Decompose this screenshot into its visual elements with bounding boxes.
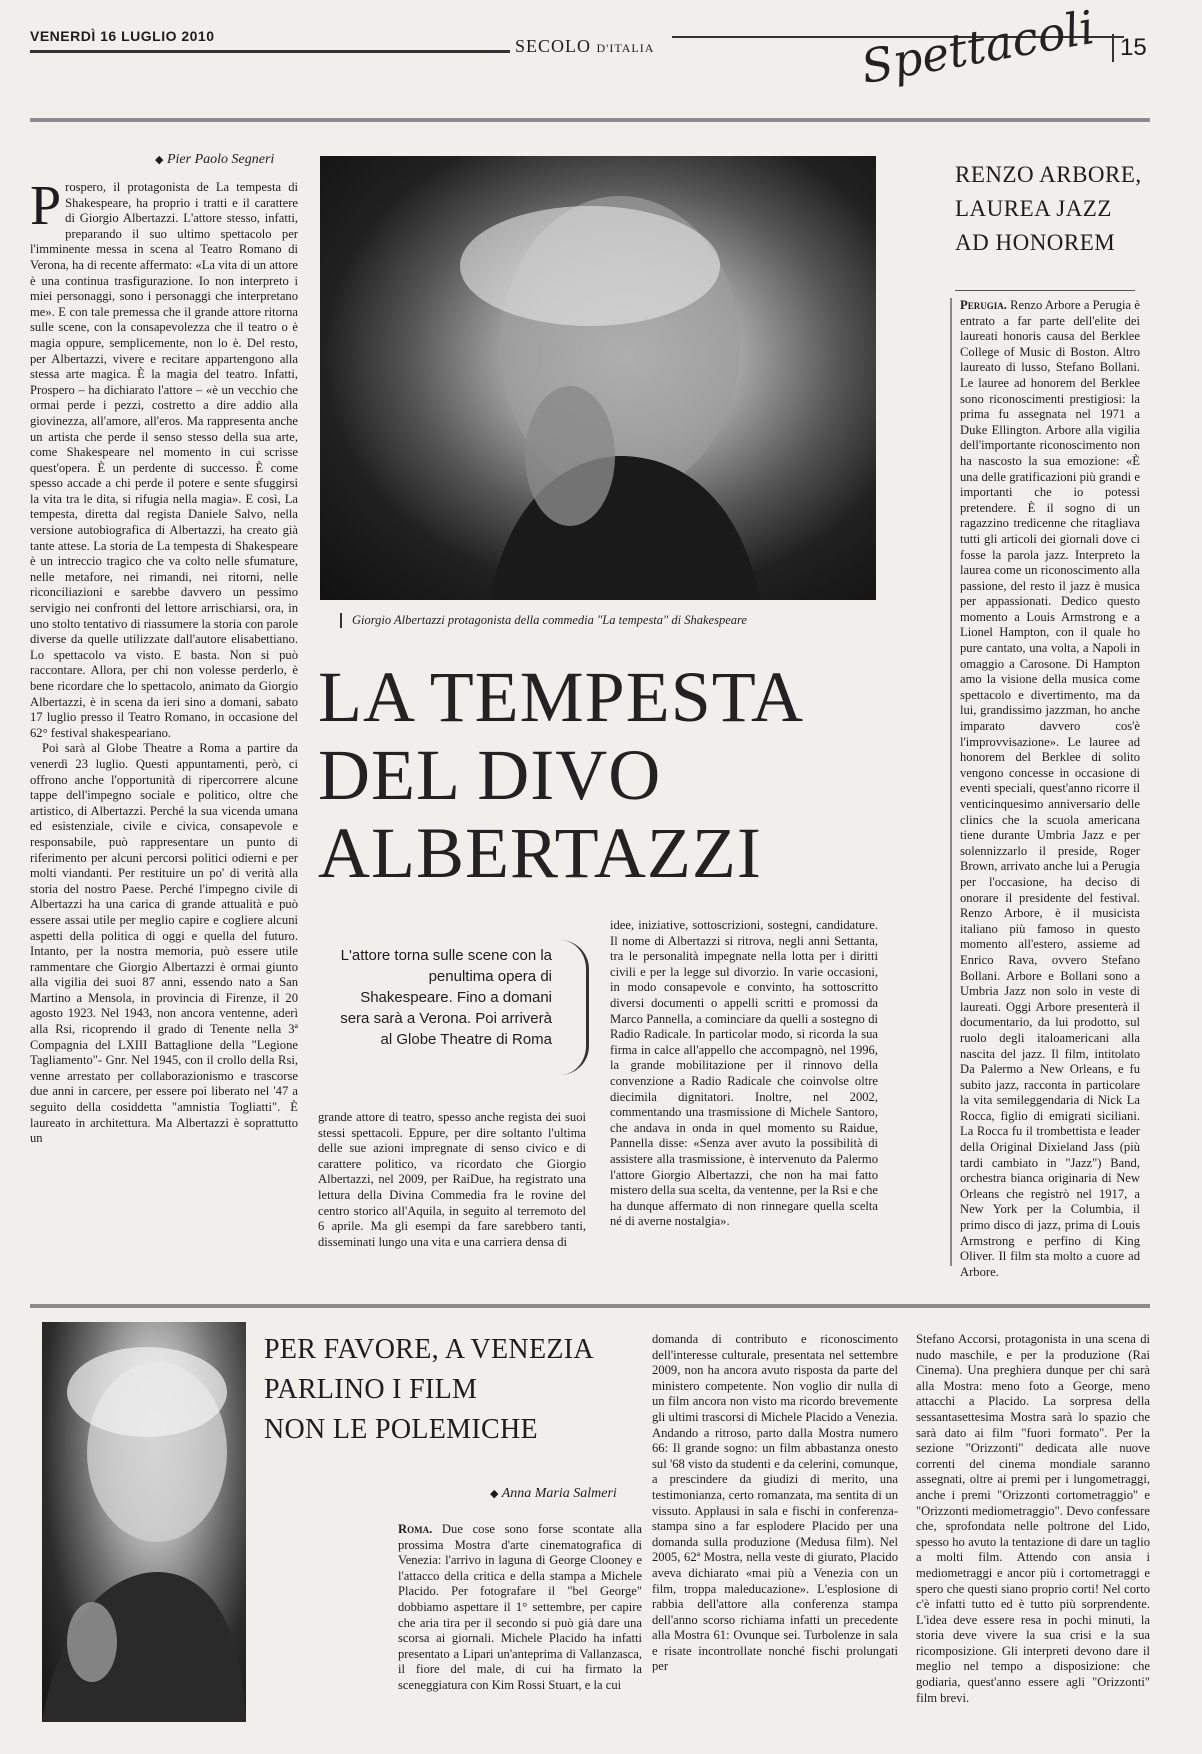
section-title: Spettacoli — [857, 0, 1099, 95]
header-divider — [30, 118, 1150, 122]
side-article-box — [950, 298, 1148, 1279]
bottom-byline-name: Anna Maria Salmeri — [501, 1486, 617, 1501]
bottom-headline — [264, 1330, 594, 1450]
bottom-headline-line-3: NON LE POLEMICHE — [264, 1414, 538, 1445]
main-article-column-2: grande attore di teatro, spesso anche regista dei suoi stessi spettacoli. Eppure, per dire soltanto l'ultima delle sue azioni impregnate di senso civico e di carattere politico, va ricordato che Giorgio Albertazzi, nel 2009, per RaiDue, ha registrato una lettura della Divina Commedia fra le rovine del centro storico all'Aquila, in seguito al terremoto del 6 aprile. Ma gli esempi da fare sarebbero tanti, disseminati lungo una vita e una carriera densa di — [318, 1110, 586, 1249]
side-dateline: Perugia. — [960, 298, 1007, 312]
placido-photo — [42, 1322, 246, 1722]
photo-caption: Giorgio Albertazzi protagonista della commedia "La tempesta" di Shakespeare — [340, 613, 747, 628]
bottom-article-column-3: Stefano Accorsi, protagonista in una scena di nudo maschile, e per la produzione (Rai Cinema). Una preghiera dunque per chi sarà alla Mostra: meno foto a George, meno attacchi a Placido. La sorpresa della sessantasettesima Mostra sarà lo spazio che sarà dato ai film "fuori formato". Per la sezione "Orizzonti" dedicata alle nuove correnti del cinema mondiale saranno assegnati, oltre ai premi per i lungometraggi, anche i premi "Orizzonti cortometraggio" e "Orizzonti mediometraggio". Devo confessare che, sprofondata nelle poltrone del Lido, spesso ho avuto la tentazione di dare un taglio a molti film. Attendo con ansia i mediometraggi e ancor più i cortometraggi e spero che questi siano proprio corti! Nel corto c'è infatti tutto ed è tutto più sorprendente. L'idea deve essere resa in pochi minuti, la storia deve vivere la sua crisi e la sua ricomposizione. Gli interpreti devono dare il meglio nel tempo a disposizione: che godiaria, quest'anno essere agli "Orizzonti" film brevi. — [916, 1332, 1150, 1705]
main-byline-name: Pier Paolo Segneri — [166, 152, 275, 167]
main-article-column-1 — [30, 175, 298, 1270]
headline-line-2: DEL DIVO — [318, 735, 662, 815]
bottom-col1-text: Due cose sono forse scontate alla prossima Mostra d'arte cinematografica di Venezia: l'arrivo in laguna di George Clooney e l'attacco della critica e della stampa a Michele Placido. Per fotografare il "bel George" dobbiamo aspettare il 1° settembre, per capire che aria tira per il secondo si può già dare una scorsa ai giornali. Michele Placido ha infatti presentato a Lipari un'anteprima di Vallanzasca, il fiore del male, di cui ha firmato la sceneggiatura con Kim Rossi Stuart, e la cui — [398, 1522, 642, 1692]
bottom-article-column-2: domanda di contributo e riconoscimento dell'interesse culturale, presentata nel settembre 2009, non ha ancora avuto risposta da parte del ministero competente. Non voglio dir nulla di un film ancora non visto ma ricordo brevemente gli ultimi trascorsi di Michele Placido a Venezia. Andando a ritroso, parto dalla Mostra numero 66: Il grande sogno: un film abbastanza onesto sul '68 visto da studenti e da celerini, comunque, a prescindere da giudizi di merito, una testimonianza, certo romanzata, ma sentita di un vissuto. Applausi in sala e fischi in conferenza-stampa sino a far esplodere Placido per una domanda sulla produzione (Medusa film). Nel 2005, 62ª Mostra, nella veste di giurato, Placido aveva dichiarato «mai più a Venezia con un film, troppa maleducazione». L'esplosione di rabbia dell'attore alla conferenza stampa dell'anno scorso richiama infatti un precedente alla Mostra 61: Ovunque sei. Turbolenze in sala e risate incontrollate nonché fischi prolungati per — [652, 1332, 898, 1674]
newspaper-name — [515, 36, 654, 57]
side-article-text — [960, 298, 1141, 1279]
newspaper-title: SECOLO — [515, 36, 592, 56]
portrait-illustration-2 — [42, 1322, 246, 1722]
bottom-byline — [490, 1486, 617, 1502]
issue-date: VENERDÌ 16 LUGLIO 2010 — [30, 28, 215, 44]
headline-line-3: ALBERTAZZI — [318, 813, 762, 893]
main-paragraph-2: Poi sarà al Globe Theatre a Roma a partire da venerdì 23 luglio. Questi appuntamenti, però, ci offrono anche l'opportunità di ripercorrere alcune tappe dell'impegno sociale e politico, oltre che artistico, di Albertazzi. Perché la sua vicenda umana ed esistenziale, civile e civica, consapevole e responsabile, può rappresentare un punto di riferimento per alcuni percorsi politici odierni e per molti viandanti. Per restituire un po' di verità alla storia del nostro Paese. Perché l'impegno civile di Albertazzi ha una carica di grande attualità e può essere assai utile per meglio capire e cogliere alcuni aspetti della politica di oggi e quella del futuro. Intanto, per la nostra memoria, può essere utile rammentare che Giorgio Albertazzi è ormai giunto alla vigilia dei suoi 87 anni, essendo nato a San Martino a Mensola, in provincia di Firenze, il 20 agosto 1923. Nel 1943, non ancora ventenne, aderì alla Rsi, ricoprendo il grado di Tenente nella 3ª Compagnia del LXIII Battaglione della "Legione Tagliamento"- Gnr. Nel 1945, con il crollo della Rsi, venne arrestato per collaborazionismo e trascorse due anni in carcere, per essere poi liberato nel '47 a seguito della cosiddetta "amnistia Togliatti". È laureato in architettura. Ma Albertazzi è soprattutto un — [30, 741, 298, 1146]
side-headline-line-2: LAUREA JAZZ — [955, 196, 1112, 221]
main-paragraph-1: rospero, il protagonista de La tempesta di Shakespeare, ha proprio i tratti e il carattere di Giorgio Albertazzi. L'attore stesso, infatti, preparando il suo ultimo spettacolo per l'imminente messa in scena al Teatro Romano di Verona, ha di recente affermato: «La vita di un attore è una continua trasfigurazione. Io non interpreto i miei personaggi, sono i personaggi che interpretano me». E con tale premessa che il grande attore ritorna sulle scene, con la consapevolezza che il teatro o è magia oppure, semplicemente, non lo è. Del resto, per Albertazzi, vivere e recitare appartengono alla stessa arte magica. È la magia del teatro. Infatti, Prospero – ha dichiarato l'attore – «è un vecchio che ormai perde i pezzi, costretto a dire addio alla giovinezza, all'amore, all'eros. Ma rappresenta anche un artista che perde il senso stesso della sua arte, come Shakespeare nel momento in cui scrisse quest'opera. È un perdente di successo. È come spesso accade a chi perde il potere e sente sfuggirsi la vita tra le dita, si rifugia nella magia». E così, La tempesta, diretta dal regista Daniele Salvo, nella versione autobiografica di Albertazzi, ha creato già tante attese. La storia de La tempesta di Shakespeare è un intreccio tragico che va colto nelle sfumature, nelle metafore, nei rimandi, nei ritorni, nelle riconciliazioni e sarebbe davvero un pessimo servigio nei confronti del lettore arrischiarsi, ora, in uno stolto tentativo di riassumere la storia con parole diverse da quelle utilizzate dall'autore elisabettiano. Lo spettacolo va visto. E basta. Non si può raccontare. Allora, per chi non volesse perderlo, è bene ricordare che lo spettacolo, animato da Giorgio Albertazzi, è in scena da ieri sino a domani, sabato 17 luglio presso il Teatro Romano, in occasione del 62° festival shakespeariano. — [30, 180, 298, 740]
page-number: 15 — [1112, 34, 1147, 62]
main-headline — [318, 658, 804, 892]
bottom-dateline: Roma. — [398, 1522, 433, 1536]
bottom-headline-line-1: PER FAVORE, A VENEZIA — [264, 1334, 594, 1365]
diamond-icon: ◆ — [155, 154, 164, 166]
main-article-column-3: idee, iniziative, sottoscrizioni, sostegni, candidature. Il nome di Albertazzi si ritrova, negli anni Settanta, tra le personalità impegnate nella lotta per i diritti civili e per la legge sul divorzio. In varie occasioni, in modo consapevole e convinto, ha sottoscritto diversi documenti o appelli scritti e promossi da Marco Pannella, a cominciare da quelli a sostegno di Radio Radicale. In particolar modo, si ricorda la sua firma in calce all'appello che accompagnò, nel 1996, la grande mobilitazione per il rinnovo della convenzione a Radio Radicale che coinvolse oltre diecimila dignitatori. Inoltre, nel 2002, commentando una trasmissione di Michele Santoro, che andava in onda in quel momento su Raidue, Pannella disse: «Senza aver avuto la possibilità di assistere alla trasmissione, è intervenuto da Palermo l'attore Giorgio Albertazzi, che non ha mai fatto mistero della sua scelta, da ventenne, per la Rsi e che ha dunque affermato di non rinnegare quella scelta né di averne nostalgia». — [610, 918, 878, 1229]
article-deck: L'attore torna sulle scene con la penultima opera di Shakespeare. Fino a domani sera sarà a Verona. Poi arriverà al Globe Theatre di Roma — [340, 947, 552, 1048]
side-headline — [955, 158, 1142, 260]
bottom-article-column-1 — [398, 1522, 642, 1732]
side-headline-line-1: RENZO ARBORE, — [955, 162, 1142, 187]
diamond-icon: ◆ — [490, 1488, 499, 1500]
albertazzi-photo — [320, 156, 876, 600]
main-byline — [155, 152, 274, 168]
bottom-divider — [30, 1304, 1150, 1308]
headline-line-1: LA TEMPESTA — [318, 657, 804, 737]
side-article-body: Renzo Arbore a Perugia è entrato a far parte dell'elite dei laureati honoris causa del Berklee College of Music di Boston. Altro laureato di lusso, Stefano Bollani. Le lauree ad honorem del Berklee sono riconoscimenti prestigiosi: la prima fu assegnata nel 1971 a Duke Ellington. Arbore alla vigilia dell'importante riconoscimento non ha nascosto la sua emozione: «È una delle gratificazioni più grandi e importanti che io potessi pretendere. È il sogno di un ragazzino tredicenne che ritagliava tutti gli articoli dei giornali dove ci fosse la parola jazz. Interpreto la laurea come un riconoscimento alla passione, del resto il jazz è musica per appassionati. Dedico questo momento a Louis Armstrong e a Lionel Hampton, con il quale ho pure cantato, una volta, a Napoli in omaggio a Carosone. Di Hampton amo la visione della musica come spettacolo e divertimento, ma da lui, grandissimo jazzman, ho anche imparato davvero cos'è l'improvvisazione». Le lauree ad honorem del Berklee di solito vengono concesse in occasione di eventi speciali, quest'anno ricorre il venticinquesimo anniversario delle clinics che la scuola americana tiene durante Umbria Jazz e per solennizzarlo il preside, Roger Brown, arrivato anche lui a Perugia per l'occasione, ha deciso di onorare il presidente del festival. Renzo Arbore, è il musicista italiano più famoso in questo momento all'estero, assieme ad Enrico Rava, ovvero Stefano Bollani. Arbore e Bollani sono a Umbria Jazz non solo in veste di laureati. Oggi Arbore presenterà il documentario, da lui prodotto, sul ruolo degli italoamericani alla nascita del jazz. Il film, intitolato Da Palermo a New Orleans, e fu subito jazz, racconta in particolare la vita semileggendaria di Nick La Rocca, figlio di emigrati siciliani. La Rocca fu il trombettista e leader della Original Dixieland Jass (più tardi cambiato in "Jazz") Band, orchestra bianca originaria di New Orleans che registrò nel 1917, a New York per la Columbia, il primo disco di jazz, prima di Louis Armstrong e perfino di King Oliver. Il film sta molto a cuore ad Arbore. — [960, 298, 1141, 1279]
side-headline-line-3: AD HONOREM — [955, 230, 1116, 255]
header-rule-left — [30, 50, 510, 53]
drop-cap: P — [30, 175, 62, 237]
portrait-illustration — [320, 156, 876, 600]
deck-bracket — [560, 940, 589, 1075]
side-headline-rule — [955, 290, 1135, 291]
bottom-headline-line-2: PARLINO I FILM — [264, 1374, 478, 1405]
newspaper-title-suffix: D'ITALIA — [596, 41, 655, 55]
